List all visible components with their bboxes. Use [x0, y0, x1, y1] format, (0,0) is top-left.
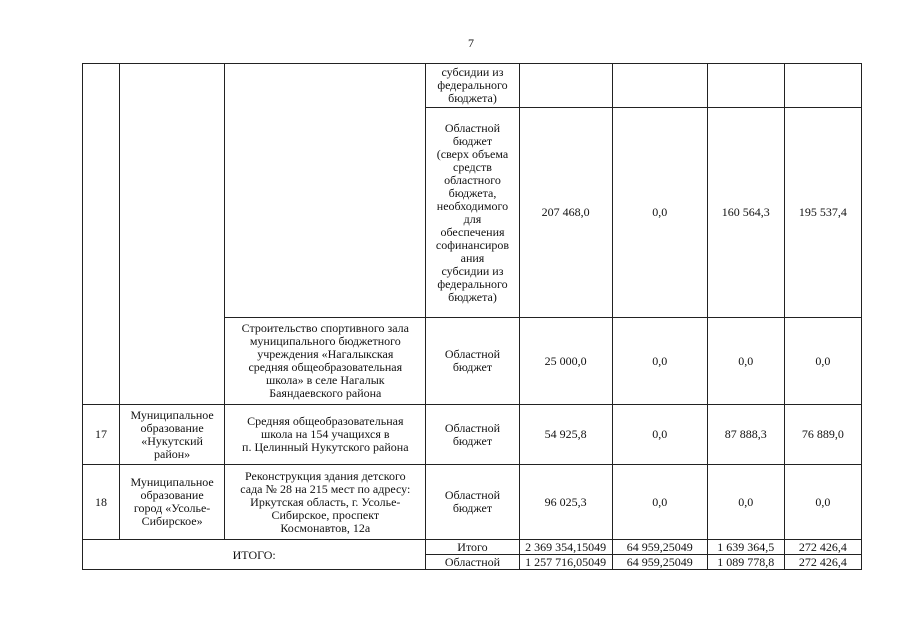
value-cell: 0,0: [612, 465, 707, 540]
total-label: ИТОГО:: [83, 540, 426, 570]
value-cell: 76 889,0: [784, 405, 861, 465]
source-cell: Областной бюджет: [426, 318, 519, 405]
value-cell: 25 000,0: [519, 318, 612, 405]
source-cell: Областной бюджет: [426, 465, 519, 540]
value-cell: 0,0: [612, 318, 707, 405]
value-cell: [784, 64, 861, 108]
value-cell: 160 564,3: [707, 108, 784, 318]
total-value-cell: 272 426,4: [784, 555, 861, 570]
total-row: [83, 540, 862, 555]
value-cell: 0,0: [707, 318, 784, 405]
total-value-cell: 64 959,25049: [612, 540, 707, 555]
object-cell: Строительство спортивного зала муниципального бюджетного учреждения «Нагалыкская средняя общеобразовательная школа» в селе Нагалык Баяндаевского района: [225, 318, 426, 405]
municipality-cell: Муниципальное образование «Нукутский район»: [120, 405, 225, 465]
value-cell: 195 537,4: [784, 108, 861, 318]
funding-table: [82, 63, 862, 570]
total-value-cell: 1 257 716,05049: [519, 555, 612, 570]
table-row: [83, 64, 862, 108]
total-value-cell: 1 639 364,5: [707, 540, 784, 555]
value-cell: [612, 64, 707, 108]
value-cell: 54 925,8: [519, 405, 612, 465]
total-source-cell: Итого: [426, 540, 519, 555]
value-cell: 96 025,3: [519, 465, 612, 540]
object-cell: Реконструкция здания детского сада № 28 на 215 мест по адресу: Иркутская область, г. Усолье- Сибирское, проспект Космонавтов, 12а: [225, 465, 426, 540]
number-cell: 17: [83, 405, 120, 465]
value-cell: 0,0: [707, 465, 784, 540]
total-value-cell: 2 369 354,15049: [519, 540, 612, 555]
total-value-cell: 64 959,25049: [612, 555, 707, 570]
source-cell: Областной бюджет (сверх объема средств областного бюджета, необходимого для обеспечения софинансиров ания субсидии из федерального бюджета): [426, 108, 519, 318]
source-cell: субсидии из федерального бюджета): [426, 64, 519, 108]
value-cell: 0,0: [784, 318, 861, 405]
value-cell: [519, 64, 612, 108]
total-source-cell: Областной: [426, 555, 519, 570]
page-number: 7: [468, 36, 474, 50]
total-value-cell: 1 089 778,8: [707, 555, 784, 570]
object-cell: Средняя общеобразовательная школа на 154 учащихся в п. Целинный Нукутского района: [225, 405, 426, 465]
municipality-cell: [120, 64, 225, 405]
source-cell: Областной бюджет: [426, 405, 519, 465]
number-cell: 18: [83, 465, 120, 540]
number-cell: [83, 64, 120, 405]
value-cell: 0,0: [612, 405, 707, 465]
table-row: [83, 465, 862, 540]
value-cell: 87 888,3: [707, 405, 784, 465]
table-row: [83, 405, 862, 465]
value-cell: 0,0: [784, 465, 861, 540]
total-value-cell: 272 426,4: [784, 540, 861, 555]
value-cell: [707, 64, 784, 108]
value-cell: 0,0: [612, 108, 707, 318]
municipality-cell: Муниципальное образование город «Усолье- Сибирское»: [120, 465, 225, 540]
value-cell: 207 468,0: [519, 108, 612, 318]
object-cell: [225, 64, 426, 318]
